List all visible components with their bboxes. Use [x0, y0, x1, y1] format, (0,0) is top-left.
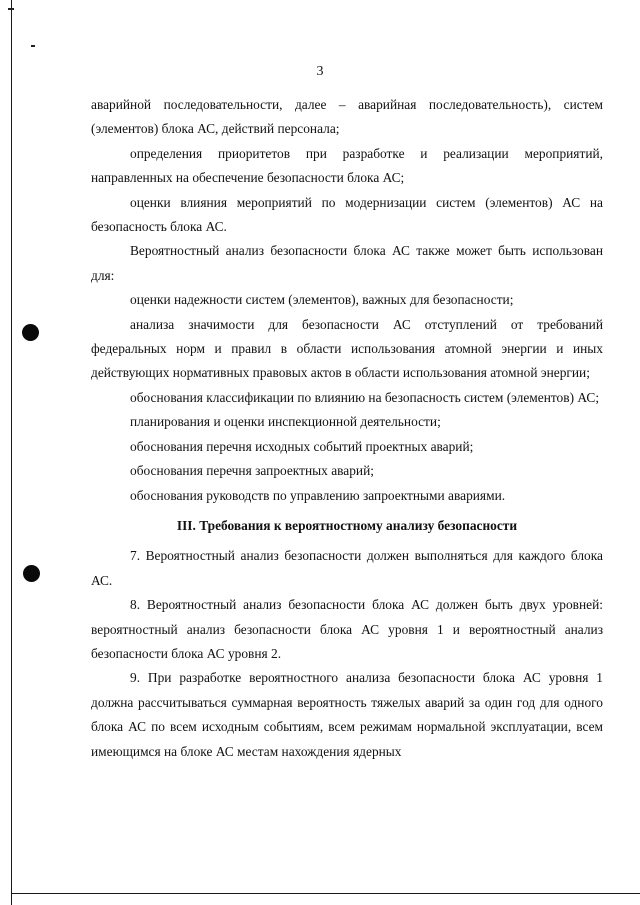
paragraph: определения приоритетов при разработке и реализации мероприятий, направленных на обеспечение безопасности блока АС; [91, 145, 603, 186]
section-heading: III. Требования к вероятностному анализу безопасности [176, 517, 518, 533]
list-item: обоснования перечня запроектных аварий; [130, 463, 374, 479]
page-border-left [11, 0, 12, 905]
paragraph: оценки влияния мероприятий по модернизации систем (элементов) АС на безопасность блока АС. [91, 194, 603, 235]
list-item: обоснования перечня исходных событий проектных аварий; [130, 438, 474, 454]
list-item: оценки надежности систем (элементов), важных для безопасности; [130, 292, 514, 308]
page-border-bottom [11, 893, 640, 894]
paragraph: 9. При разработке вероятностного анализа безопасности блока АС уровня 1 должна рассчитываться суммарная вероятность тяжелых аварий за один год для одного блока АС по всем исходным событиям, всем режимам нормальной эксплуатации, всем имеющимся на блоке АС местам нахождения ядерных [91, 670, 603, 759]
paragraph: 8. Вероятностный анализ безопасности блока АС должен быть двух уровней: вероятностный анализ безопасности блока АС уровня 1 и вероятностный анализ безопасности блока АС уровня 2. [91, 597, 603, 661]
scan-mark [31, 45, 35, 47]
document-body [91, 93, 603, 764]
list-item: планирования и оценки инспекционной деятельности; [130, 414, 441, 430]
punch-hole [22, 324, 39, 341]
list-item: обоснования руководств по управлению запроектными авариями. [130, 487, 506, 503]
paragraph: 7. Вероятностный анализ безопасности должен выполняться для каждого блока АС. [91, 548, 603, 588]
paragraph: аварийной последовательности, далее – аварийная последовательность), систем (элементов) блока АС, действий персонала; [91, 97, 603, 137]
punch-hole [23, 565, 40, 582]
list-item: обоснования классификации по влиянию на безопасность систем (элементов) АС; [130, 389, 600, 405]
paragraph: Вероятностный анализ безопасности блока АС также может быть использован для: [91, 243, 603, 283]
list-item: анализа значимости для безопасности АС отступлений от требований федеральных норм и правил в области использования атомной энергии и иных действующих нормативных правовых актов в области использования атомной энергии; [91, 316, 603, 381]
scan-mark [8, 8, 14, 10]
page-number: 3 [316, 64, 324, 79]
